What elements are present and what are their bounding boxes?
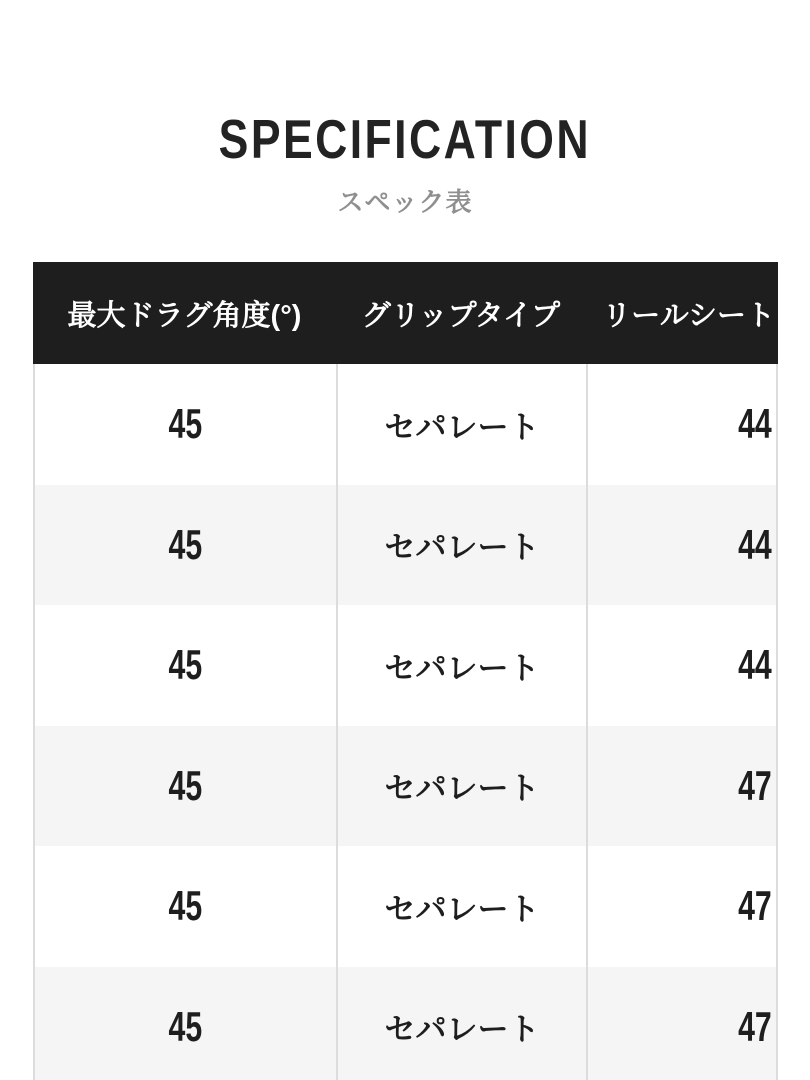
spec-table — [33, 262, 778, 1080]
table-row — [35, 726, 776, 847]
header-cell-reel-seat: リールシート — [602, 299, 775, 332]
cell-reel-seat: 47 — [738, 761, 772, 809]
cell-grip-type: セパレート — [338, 726, 588, 847]
cell-reel-seat: 47 — [738, 882, 772, 930]
cell-reel-seat: 44 — [738, 641, 772, 689]
table-row — [35, 364, 776, 485]
table-row — [35, 485, 776, 606]
cell-reel-seat: 44 — [738, 520, 772, 568]
table-row — [35, 846, 776, 967]
cell-grip-type: セパレート — [338, 846, 588, 967]
cell-grip-type: セパレート — [338, 605, 588, 726]
table-row — [35, 967, 776, 1080]
page-subtitle: スペック表 — [337, 187, 473, 217]
cell-drag-angle: 45 — [35, 846, 338, 967]
table-row — [35, 605, 776, 726]
cell-drag-angle: 45 — [35, 726, 338, 847]
spec-table-body — [33, 364, 778, 1080]
page-title-text: SPECIFICATION — [218, 108, 592, 170]
hero-section — [0, 0, 810, 262]
cell-grip-type: セパレート — [338, 967, 588, 1080]
cell-reel-seat: 47 — [738, 1002, 772, 1050]
header-cell-grip-type: グリップタイプ — [361, 299, 561, 332]
cell-drag-angle: 45 — [35, 364, 338, 485]
cell-grip-type: セパレート — [338, 485, 588, 606]
cell-drag-angle: 45 — [35, 485, 338, 606]
header-cell-drag-angle: 最大ドラグ角度(°) — [67, 299, 302, 332]
cell-grip-type: セパレート — [338, 364, 588, 485]
spec-table-header-row — [33, 262, 778, 364]
page-title — [0, 108, 810, 170]
cell-reel-seat: 44 — [738, 400, 772, 448]
cell-drag-angle: 45 — [35, 967, 338, 1080]
cell-drag-angle: 45 — [35, 605, 338, 726]
